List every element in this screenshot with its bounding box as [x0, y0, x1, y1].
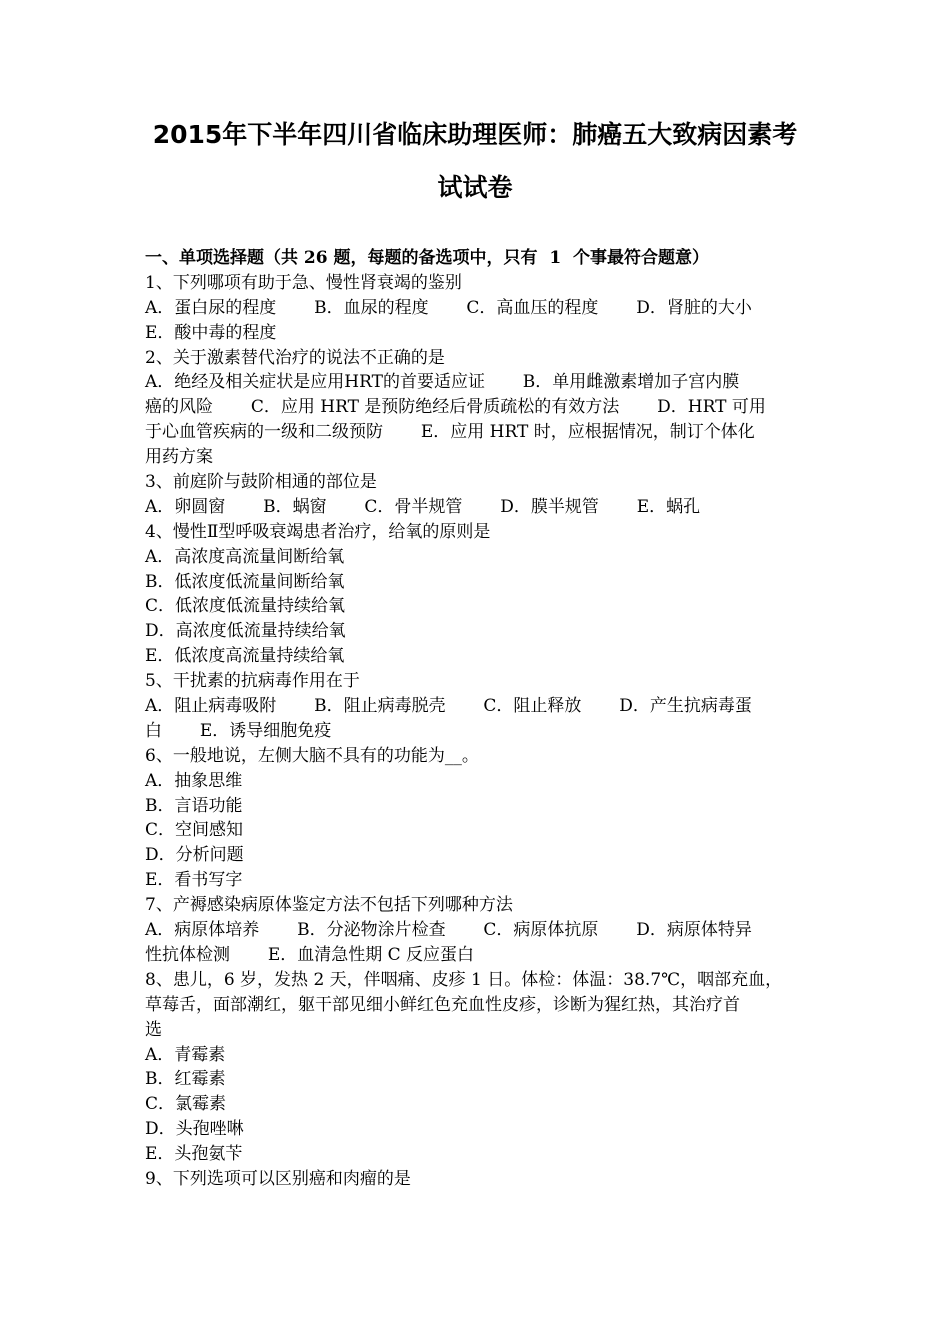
text-line: A．高浓度高流量间断给氧	[145, 546, 345, 567]
text-line: C．低浓度低流量持续给氧	[145, 596, 346, 617]
text-line: A．青霉素	[145, 1044, 226, 1065]
text-line: A．阻止病毒吸附 B．阻止病毒脱壳 C．阻止释放 D．产生抗病毒蛋	[145, 696, 752, 717]
text-line: A．卵圆窗 B．蜗窗 C．骨半规管 D．膜半规管 E．蜗孔	[145, 496, 701, 517]
text-line: E．头孢氨苄	[145, 1144, 243, 1165]
section-heading: 一、单项选择题（共 26 题，每题的备选项中，只有 1 个事最符合题意）	[145, 248, 709, 268]
document-body	[145, 246, 815, 1192]
text-line: 白 E．诱导细胞免疫	[145, 720, 332, 741]
document-title-line-1: 2015年下半年四川省临床助理医师：肺癌五大致病因素考	[152, 120, 798, 149]
text-line: E．酸中毒的程度	[145, 322, 277, 343]
question-stem: 8、患儿，6 岁，发热 2 天，伴咽痛、皮疹 1 日。体检：体温：38.7℃，咽部充血，	[145, 969, 783, 990]
question-stem: 4、慢性Ⅱ型呼吸衰竭患者治疗，给氧的原则是	[145, 521, 491, 542]
text-line: E．看书写字	[145, 870, 243, 891]
text-line: E．低浓度高流量持续给氧	[145, 646, 345, 667]
text-line: D．分析问题	[145, 845, 244, 866]
question-stem: 7、产褥感染病原体鉴定方法不包括下列哪种方法	[145, 895, 513, 916]
text-line: 癌的风险 C．应用 HRT 是预防绝经后骨质疏松的有效方法 D．HRT 可用	[145, 397, 766, 418]
text-line: 用药方案	[145, 447, 213, 468]
text-line: 选	[145, 1019, 162, 1040]
question-stem: 1、下列哪项有助于急、慢性肾衰竭的鉴别	[145, 272, 462, 293]
question-stem: 3、前庭阶与鼓阶相通的部位是	[145, 472, 377, 493]
text-line: B．言语功能	[145, 795, 243, 816]
text-line: A．病原体培养 B．分泌物涂片检查 C．病原体抗原 D．病原体特异	[145, 920, 752, 941]
question-stem: 2、关于激素替代治疗的说法不正确的是	[145, 347, 445, 368]
question-stem: 6、一般地说，左侧大脑不具有的功能为__。	[145, 745, 479, 766]
text-line: A．蛋白尿的程度 B．血尿的程度 C．高血压的程度 D．肾脏的大小	[145, 297, 752, 318]
text-line: C．氯霉素	[145, 1094, 227, 1115]
text-line: A．绝经及相关症状是应用HRT的首要适应证 B．单用雌激素增加子宫内膜	[145, 372, 740, 393]
text-line: B．红霉素	[145, 1069, 226, 1090]
text-line: A．抽象思维	[145, 770, 243, 791]
text-line: 草莓舌，面部潮红，躯干部见细小鲜红色充血性皮疹，诊断为猩红热，其治疗首	[145, 994, 740, 1015]
text-line: D．头孢唑啉	[145, 1119, 244, 1140]
text-line: 于心血管疾病的一级和二级预防 E．应用 HRT 时，应根据情况，制订个体化	[145, 422, 755, 443]
document-title-line-2: 试试卷	[437, 173, 513, 202]
text-line: 性抗体检测 E．血清急性期 C 反应蛋白	[145, 944, 475, 965]
text-line: C．空间感知	[145, 820, 244, 841]
text-line: B．低浓度低流量间断给氧	[145, 571, 345, 592]
question-list	[145, 271, 815, 1192]
question-stem: 9、下列选项可以区别癌和肉瘤的是	[145, 1168, 411, 1189]
question-stem: 5、干扰素的抗病毒作用在于	[145, 671, 360, 692]
text-line: D．高浓度低流量持续给氧	[145, 621, 346, 642]
